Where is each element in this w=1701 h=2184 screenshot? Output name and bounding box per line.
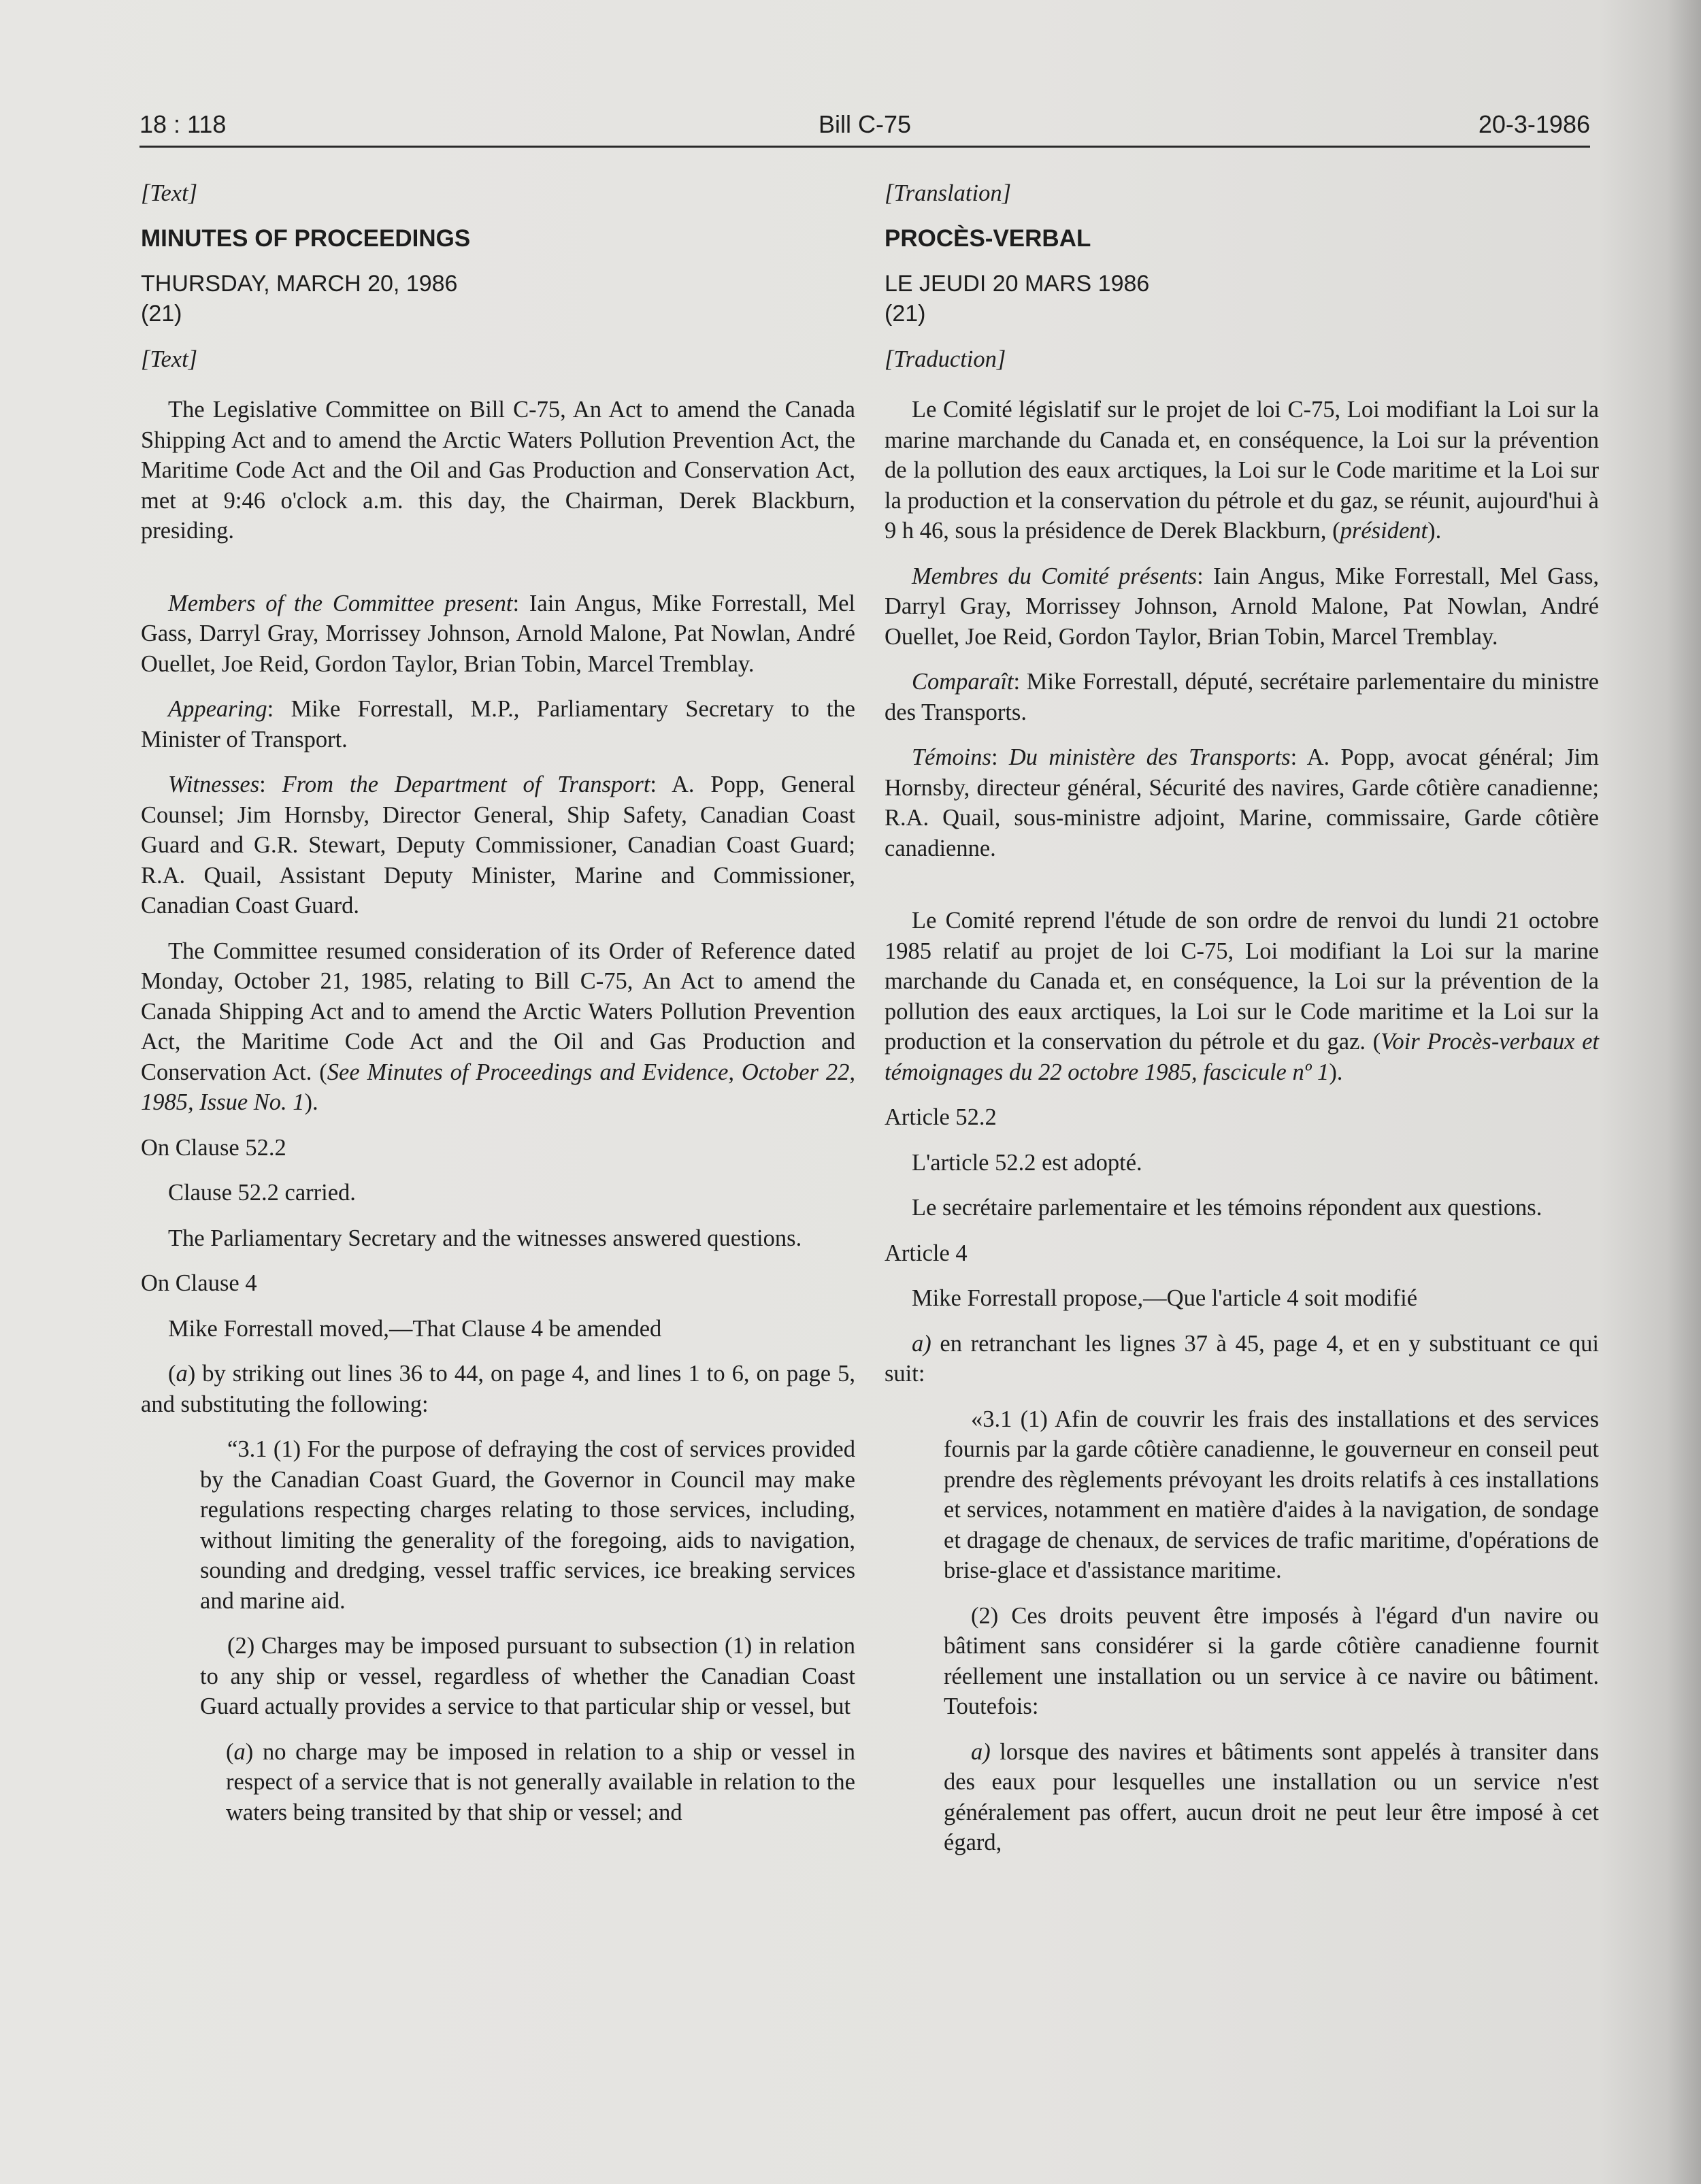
quote-subsection-2-fr: (2) Ces droits peuvent être imposés à l'égard d'un navire ou bâtiment sans considérer si la garde côtière canadienne fournit réellement une installation ou un service à ce navire ou bâtiment. Toutefois: [944,1602,1599,1719]
appearing-label: Appearing [168,696,267,722]
answered-paragraph: The Parliamentary Secretary and the witnesses answered questions. [168,1225,802,1251]
meeting-number: (21) [141,301,182,327]
header-rule [139,146,1590,148]
reprend-paragraph: Le Comité reprend l'étude de son ordre de renvoi du lundi 21 octobre 1985 relatif au projet de loi C-75, Loi modifiant la Loi sur la marine marchande du Canada et, en conséquence, la Loi sur la prévention de la pollution des eaux arctiques, la Loi sur le Code maritime et la Loi sur la production et la conservation du pétrole et du gaz. (Voir Procès-verbaux et témoignages du 22 octobre 1985, fascicule nº 1). [885,908,1599,1085]
witnesses-text: : A. Popp, General Counsel; Jim Hornsby, Director General, Ship Safety, Canadian Coast Guard and G.R. Stewart, Deputy Commissioner, Canadian Coast Guard; R.A. Quail, Assistant Deputy Minister, Marine and Commissioner, Canadian Coast Guard. [141,772,855,919]
article-heading-52-2: Article 52.2 [885,1104,997,1130]
text-label-2: [Text] [141,346,198,372]
clause-heading-52-2: On Clause 52.2 [141,1134,286,1161]
clause-heading-4: On Clause 4 [141,1270,257,1296]
propose-paragraph: Mike Forrestall propose,—Que l'article 4 soit modifié [912,1285,1418,1311]
quote-section-3-1-fr: «3.1 (1) Afin de couvrir les frais des installations et des services fournis par la garde côtière canadienne, le gouverneur en conseil peut prendre des règlements prévoyant les droits relatifs à ces installations et services, notamment en matière d'aides à la navigation, de sondage et dragage de chenaux, de services de trafic maritime, d'opérations de brise-glace et d'assistance maritime. [944,1406,1599,1583]
running-title: Bill C-75 [818,110,912,138]
appearing-paragraph [141,694,855,755]
section-heading-fr: PROCÈS-VERBAL [885,225,1091,252]
quote-paragraph-a: (a) no charge may be imposed in relation to a ship or vessel in respect of a service that is not generally available in relation to the waters being transited by that ship or vessel; and [226,1738,855,1825]
members-paragraph-fr: Membres du Comité présents: Iain Angus, Mike Forrestall, Mel Gass, Darryl Gray, Morrissey Johnson, Arnold Malone, Pat Nowlan, André Ouellet, Joe Reid, Gordon Taylor, Brian Tobin, Marcel Tremblay. [885,563,1599,650]
quote-subsection-2: (2) Charges may be imposed pursuant to subsection (1) in relation to any ship or vessel, regardless of whether the Canadian Coast Guard actually provides a service to that particular ship or vessel, but [200,1633,855,1719]
amendment-a-paragraph-fr: a) en retranchant les lignes 37 à 45, page 4, et en y substituant ce qui suit: [885,1330,1599,1387]
repondent-paragraph: Le secrétaire parlementaire et les témoins répondent aux questions. [912,1195,1542,1221]
reprend-reference: Voir Procès-verbaux et témoignages du 22 octobre 1985, fascicule nº 1 [885,1029,1599,1085]
text-label: [Text] [141,180,198,206]
translation-label: [Translation] [885,180,1011,206]
page-header [139,110,1590,144]
article-heading-4: Article 4 [885,1240,968,1266]
meeting-number-fr: (21) [885,301,926,327]
section-heading: MINUTES OF PROCEEDINGS [141,225,471,252]
french-column [885,178,1599,1873]
moved-paragraph: Mike Forrestall moved,—That Clause 4 be amended [168,1315,662,1342]
witnesses-label: Witnesses [168,772,260,797]
amendment-a-paragraph: (a) by striking out lines 36 to 44, on page 4, and lines 1 to 6, on page 5, and substituting the following: [141,1361,855,1417]
header-date: 20-3-1986 [1478,110,1590,138]
article-52-2-adopte: L'article 52.2 est adopté. [912,1149,1142,1176]
appearing-text: : Mike Forrestall, M.P., Parliamentary Secretary to the Minister of Transport. [141,696,855,752]
quote-paragraph-a-fr: a) lorsque des navires et bâtiments sont appelés à transiter dans des eaux pour lesquelles une installation ou un service n'est généralement pas offert, aucun droit ne peut leur être imposé à cet égard, [944,1738,1599,1855]
witnesses-dept: From the Department of Transport [282,772,650,797]
intro-paragraph-fr: Le Comité législatif sur le projet de loi C-75, Loi modifiant la Loi sur la marine marchande du Canada et, en conséquence, la Loi sur la prévention de la pollution des eaux arctiques, la Loi sur le Code maritime et la Loi sur la production et la conservation du pétrole et du gaz, se réunit, aujourd'hui à 9 h 46, sous la présidence de Derek Blackburn, (président). [885,397,1599,544]
meeting-date-fr: LE JEUDI 20 MARS 1986 [885,271,1150,297]
witnesses-paragraph: Witnesses: From the Department of Transport: A. Popp, General Counsel; Jim Hornsby, Director General, Ship Safety, Canadian Coast Guard and G.R. Stewart, Deputy Commissioner, Canadian Coast Guard; R.A. Quail, Assistant Deputy Minister, Marine and Commissioner, Canadian Coast Guard. [141,772,855,919]
meeting-date: THURSDAY, MARCH 20, 1986 [141,271,458,297]
clause-52-2-carried: Clause 52.2 carried. [168,1180,356,1206]
resumed-paragraph: The Committee resumed consideration of its Order of Reference dated Monday, October 21, 1985, relating to Bill C-75, An Act to amend the Canada Shipping Act and to amend the Arctic Waters Pollution Prevention Act, the Maritime Code Act and the Oil and Gas Production and Conservation Act. (See Minutes of Proceedings and Evidence, October 22, 1985, Issue No. 1). [141,938,855,1115]
members-paragraph [141,589,855,680]
members-label: Members of the Committee present [168,590,513,616]
temoins-paragraph: Témoins: Du ministère des Transports: A. Popp, avocat général; Jim Hornsby, directeur général, Sécurité des navires, Garde côtière canadienne; R.A. Quail, sous-ministre adjoint, Marine, commissaire, Garde côtière canadienne. [885,744,1599,861]
traduction-label: [Traduction] [885,346,1006,372]
intro-paragraph: The Legislative Committee on Bill C-75, An Act to amend the Canada Shipping Act and to amend the Arctic Waters Pollution Prevention Act, the Maritime Code Act and the Oil and Gas Production and Conservation Act, met at 9:46 o'clock a.m. this day, the Chairman, Derek Blackburn, presiding. [141,397,855,544]
comparait-paragraph: Comparaît: Mike Forrestall, député, secrétaire parlementaire du ministre des Transports. [885,669,1599,725]
english-column [141,178,855,1842]
resumed-reference: See Minutes of Proceedings and Evidence, October 22, 1985, Issue No. 1 [141,1059,855,1115]
quote-section-3-1: “3.1 (1) For the purpose of defraying the cost of services provided by the Canadian Coast Guard, the Governor in Council may make regulations respecting charges relating to those services, including, without limiting the generality of the foregoing, aids to navigation, sounding and dredging, vessel traffic services, ice breaking services and marine aid. [200,1436,855,1614]
members-text: : Iain Angus, Mike Forrestall, Mel Gass, Darryl Gray, Morrissey Johnson, Arnold Malone, Pat Nowlan, André Ouellet, Joe Reid, Gordon Taylor, Brian Tobin, Marcel Tremblay. [141,590,855,677]
page-number: 18 : 118 [139,110,227,138]
